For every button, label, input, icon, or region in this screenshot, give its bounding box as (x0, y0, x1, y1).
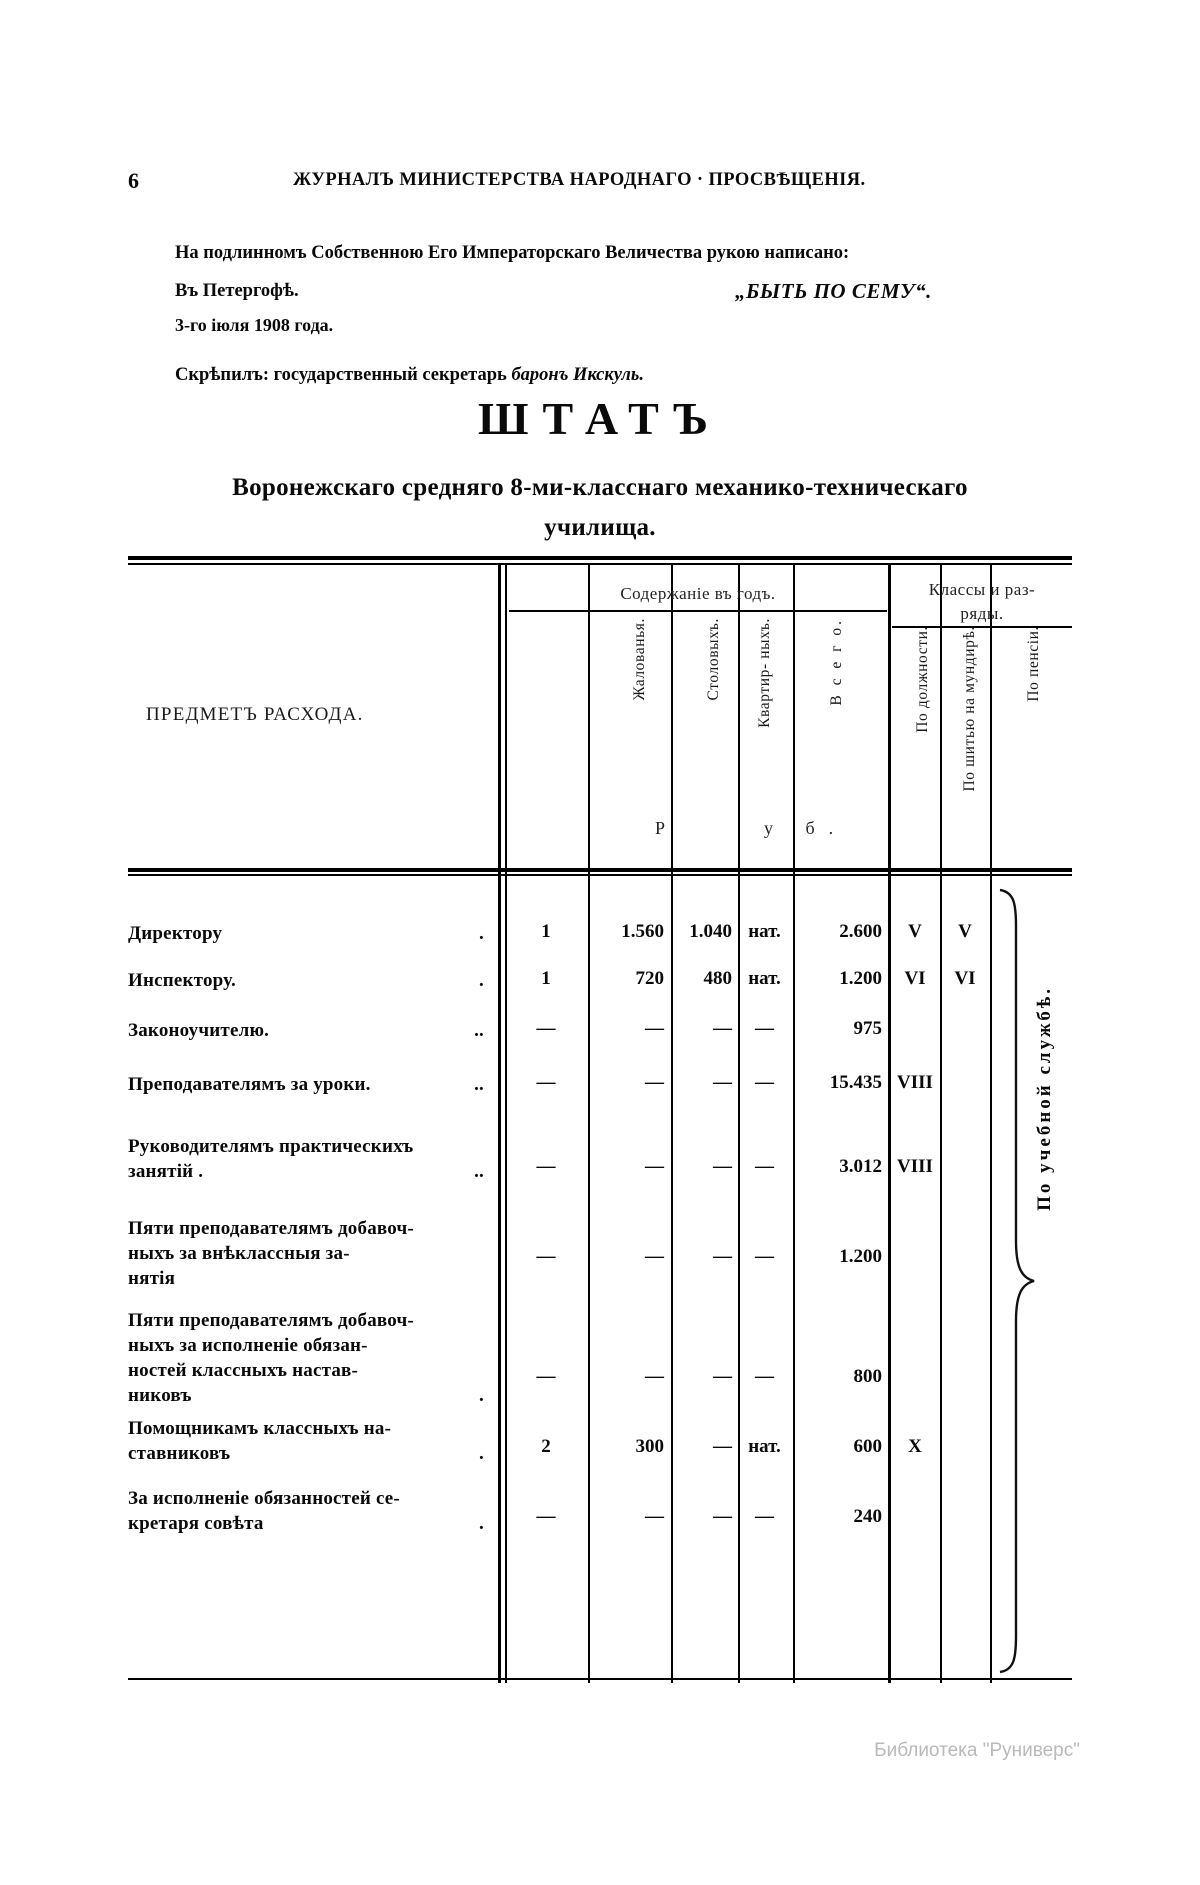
cell-total: 800 (853, 1366, 882, 1387)
header-unit-n: у б. (764, 818, 848, 838)
leader-dots: .. (474, 1020, 484, 1041)
cell-count: 1 (541, 921, 551, 942)
subtitle-line-1: Воронежскаго средняго 8-ми-класснаго механико-техническаго (232, 474, 968, 501)
cell-table-money: — (713, 1246, 732, 1267)
row-label (128, 1072, 488, 1097)
header-col-position: По должности. (914, 626, 931, 733)
table-vrule-6 (888, 563, 891, 1683)
header-group-content: Содержаніе въ годъ. (620, 584, 776, 603)
budget-table (128, 556, 1072, 1696)
cell-total: 15.435 (829, 1072, 882, 1093)
cell-position: V (908, 921, 922, 942)
cell-total: 600 (853, 1436, 882, 1457)
header-group-classes (893, 578, 1071, 626)
header-col-uniform (961, 626, 978, 792)
cell-position: VIII (897, 1072, 933, 1093)
cell-salary: — (645, 1246, 664, 1267)
row-label (128, 1486, 488, 1536)
table-vrule-1b (505, 563, 507, 1683)
table-vrule-8 (990, 563, 992, 1683)
cell-apartment: — (755, 1246, 774, 1267)
header-col-expense: ПРЕДМЕТЪ РАСХОДА. (146, 704, 364, 725)
service-brace (994, 886, 1074, 1676)
row-label-line: За исполненіе обязанностей се- (128, 1488, 400, 1509)
document-title: ШТАТЪ (478, 393, 722, 444)
row-label-line: никовъ . (128, 1385, 484, 1406)
row-label-line: ныхъ за исполненіе обязан- (128, 1335, 368, 1356)
table-top-rule-2 (128, 563, 1072, 565)
preamble-place: Въ Петергофѣ. (175, 281, 299, 301)
preamble-block (175, 238, 1095, 390)
cell-apartment: — (755, 1018, 774, 1039)
header-col-salary: Жалованья. (631, 618, 648, 701)
header-col-apartment (756, 618, 773, 728)
cell-table-money: — (713, 1072, 732, 1093)
cell-table-money: — (713, 1506, 732, 1527)
preamble-date: 3-го іюля 1908 года. (175, 315, 334, 335)
cell-apartment: — (755, 1072, 774, 1093)
row-label (128, 921, 488, 946)
table-vrule-4 (738, 563, 740, 1683)
row-label-line: ностей классныхъ настав- (128, 1360, 359, 1381)
cell-count: — (536, 1366, 556, 1387)
cell-table-money: — (713, 1018, 732, 1039)
preamble-line-1: На подлинномъ Собственною Его Императорскаго Величества рукою написано: (175, 243, 850, 263)
row-label-line: Руководителямъ практическихъ (128, 1136, 414, 1157)
cell-position: VI (904, 968, 926, 989)
cell-apartment: нат. (748, 921, 781, 942)
row-label-line: кретаря совѣта . (128, 1513, 484, 1534)
imperial-resolution: „БЫТЬ ПО СЕМУ“. (735, 279, 932, 303)
countersign-prefix: Скрѣпилъ: государственный секретарь (175, 365, 512, 385)
table-bottom-rule (128, 1678, 1072, 1680)
cell-table-money: — (713, 1156, 732, 1177)
row-label-line: Помощникамъ классныхъ на- (128, 1418, 392, 1439)
cell-total: 240 (853, 1506, 882, 1527)
cell-salary: 300 (635, 1436, 664, 1457)
cell-salary: — (645, 1156, 664, 1177)
cell-table-money: 1.040 (689, 921, 732, 942)
cell-count: — (536, 1156, 556, 1177)
row-label-line: Инспектору. . (128, 970, 484, 991)
row-label-line: нятія (128, 1268, 176, 1289)
row-label-line: Директору . (128, 923, 484, 944)
row-label (128, 1308, 488, 1408)
header-group-classes-line1: Классы и раз- (928, 580, 1036, 599)
brace-label: По учебной службѣ. (1034, 986, 1055, 1211)
cell-position: VIII (897, 1156, 933, 1177)
row-label-line: Законоучителю. .. (128, 1020, 484, 1041)
preamble-line-2 (175, 276, 1095, 306)
cell-table-money: 480 (703, 968, 732, 989)
cell-uniform: V (958, 921, 972, 942)
row-label (128, 1416, 488, 1466)
leader-dots: . (479, 1385, 484, 1406)
header-col-uniform-l1: По шитью на (961, 697, 978, 792)
header-col-table-money: Столовыхъ. (705, 618, 722, 701)
cell-salary: — (645, 1506, 664, 1527)
document-subtitle (0, 468, 1200, 548)
leader-dots: . (479, 1513, 484, 1534)
header-col-apartment-l1: Квартир- (756, 663, 773, 728)
table-vrule-5 (793, 563, 795, 1683)
cell-total: 975 (853, 1018, 882, 1039)
cell-total: 1.200 (839, 968, 882, 989)
cell-position: X (908, 1436, 922, 1457)
cell-salary: — (645, 1072, 664, 1093)
cell-table-money: — (713, 1436, 732, 1457)
cell-total: 3.012 (839, 1156, 882, 1177)
cell-count: 1 (541, 968, 551, 989)
row-label (128, 968, 488, 993)
table-vrule-1 (498, 563, 501, 1683)
cell-apartment: нат. (748, 1436, 781, 1457)
cell-salary: — (645, 1366, 664, 1387)
cell-count: — (536, 1018, 556, 1039)
cell-apartment: нат. (748, 968, 781, 989)
preamble-countersign (175, 360, 1095, 390)
leader-dots: .. (474, 1074, 484, 1095)
cell-apartment: — (755, 1156, 774, 1177)
header-group-content-rule (509, 610, 887, 612)
row-label-line: Пяти преподавателямъ добавоч- (128, 1218, 414, 1239)
header-col-apartment-l2: ныхъ. (756, 618, 773, 659)
subtitle-line-2: училища. (544, 514, 656, 541)
cell-salary: 720 (635, 968, 664, 989)
header-unit-r: Р (655, 818, 666, 838)
leader-dots: . (479, 923, 484, 944)
table-vrule-2 (588, 563, 590, 1683)
header-col-pension: По пенсіи. (1025, 626, 1042, 702)
leader-dots: . (479, 1443, 484, 1464)
table-top-rule (128, 556, 1072, 560)
countersign-name: баронъ Икскуль. (511, 365, 644, 385)
leader-dots: .. (474, 1161, 484, 1182)
table-vrule-3 (671, 563, 673, 1683)
row-label (128, 1018, 488, 1043)
table-header-rule (128, 868, 1072, 872)
running-head (128, 168, 1068, 194)
cell-table-money: — (713, 1366, 732, 1387)
row-label-line: ставниковъ . (128, 1443, 484, 1464)
cell-count: 2 (541, 1436, 551, 1457)
cell-apartment: — (755, 1506, 774, 1527)
cell-count: — (536, 1246, 556, 1267)
row-label-line: Преподавателямъ за уроки. .. (128, 1074, 484, 1095)
cell-apartment: — (755, 1366, 774, 1387)
cell-salary: — (645, 1018, 664, 1039)
leader-dots: . (479, 970, 484, 991)
cell-count: — (536, 1506, 556, 1527)
journal-title: ЖУРНАЛЪ МИНИСТЕРСТВА НАРОДНАГО · ПРОСВѢЩЕНІЯ. (293, 170, 866, 190)
row-label (128, 1216, 488, 1291)
row-label-line: ныхъ за внѣклассныя за- (128, 1243, 350, 1264)
cell-count: — (536, 1072, 556, 1093)
cell-total: 2.600 (839, 921, 882, 942)
cell-total: 1.200 (839, 1246, 882, 1267)
header-col-uniform-l2: мундирѣ. (961, 626, 978, 693)
row-label (128, 1134, 488, 1184)
header-group-classes-line2: ряды. (960, 604, 1004, 623)
page-folio: 6 (128, 168, 139, 193)
row-label-line: Пяти преподавателямъ добавоч- (128, 1310, 414, 1331)
cell-salary: 1.560 (621, 921, 664, 942)
row-label-line: занятій . .. (128, 1161, 484, 1182)
table-vrule-7 (940, 563, 942, 1683)
header-col-total: В с е г о. (828, 618, 845, 706)
table-header-rule-2 (128, 874, 1072, 876)
cell-uniform: VI (954, 968, 976, 989)
library-watermark: Библиотека "Руниверс" (874, 1740, 1080, 1761)
